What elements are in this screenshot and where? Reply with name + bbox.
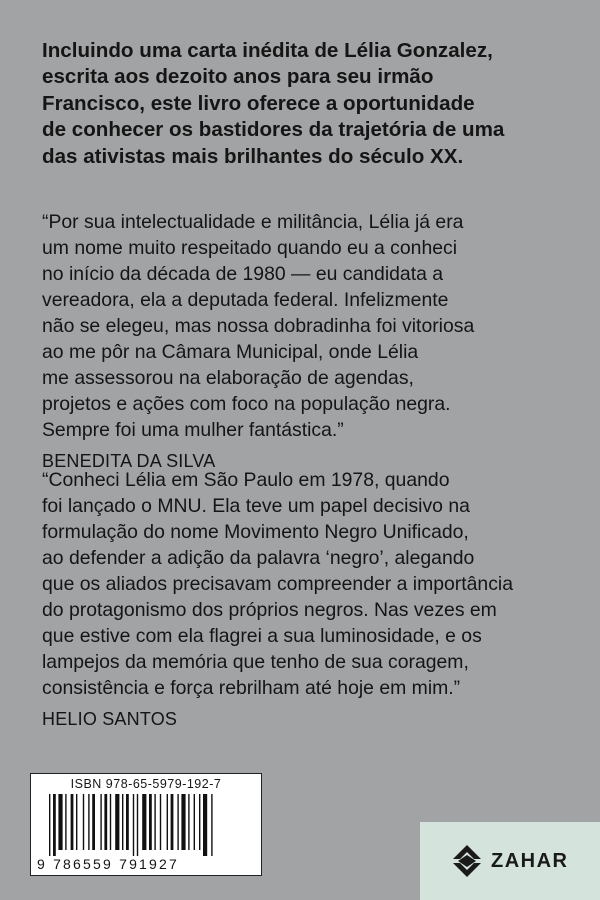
quote-line: “Conheci Lélia em São Paulo em 1978, quando (42, 469, 450, 491)
quote-line: que os aliados precisavam compreender a importância (42, 573, 514, 595)
quote-line: me assessorou na elaboração de agendas, (42, 367, 414, 389)
quote-line: do protagonismo dos próprios negros. Nas vezes em (42, 599, 497, 621)
quote-helio (42, 467, 572, 732)
barcode-bars (47, 794, 247, 856)
quote-line: não se elegeu, mas nossa dobradinha foi vitoriosa (42, 315, 475, 337)
quote-author: HELIO SANTOS (42, 709, 178, 729)
intro-paragraph (42, 38, 572, 170)
intro-line: Francisco, este livro oferece a oportunidade (42, 91, 475, 115)
quote-line: projetos e ações com foco na população negra. (42, 393, 451, 415)
quote-line: que estive com ela flagrei a sua luminosidade, e os (42, 625, 482, 647)
quote-line: lampejos da memória que tenho de sua coragem, (42, 651, 469, 673)
quote-benedita (42, 209, 572, 474)
quote-line: ao me pôr na Câmara Municipal, onde Lélia (42, 341, 419, 363)
isbn-barcode (30, 773, 262, 876)
quote-line: no início da década de 1980 — eu candidata a (42, 263, 444, 285)
intro-line: das ativistas mais brilhantes do século XX. (42, 144, 464, 168)
publisher-name: ZAHAR (491, 850, 569, 872)
quote-line: consistência e força rebrilham até hoje em mim.” (42, 677, 461, 699)
barcode-digits: 9 786559 791927 (37, 856, 179, 872)
zahar-logo-icon (450, 844, 484, 878)
quote-line: Sempre foi uma mulher fantástica.” (42, 419, 344, 441)
publisher-panel (420, 822, 600, 900)
quote-author: BENEDITA DA SILVA (42, 451, 216, 471)
intro-line: escrita aos dezoito anos para seu irmão (42, 65, 434, 89)
quote-line: um nome muito respeitado quando eu a conheci (42, 237, 458, 259)
isbn-label: ISBN 978-65-5979-192-7 (70, 777, 222, 791)
quote-line: foi lançado o MNU. Ela teve um papel decisivo na (42, 495, 470, 517)
intro-line: de conhecer os bastidores da trajetória de uma (42, 118, 505, 142)
intro-line: Incluindo uma carta inédita de Lélia Gonzalez, (42, 39, 493, 62)
quote-line: “Por sua intelectualidade e militância, Lélia já era (42, 211, 464, 233)
quote-line: formulação do nome Movimento Negro Unificado, (42, 521, 469, 543)
quote-line: ao defender a adição da palavra ‘negro’, alegando (42, 547, 475, 569)
quote-line: vereadora, ela a deputada federal. Infelizmente (42, 289, 449, 311)
